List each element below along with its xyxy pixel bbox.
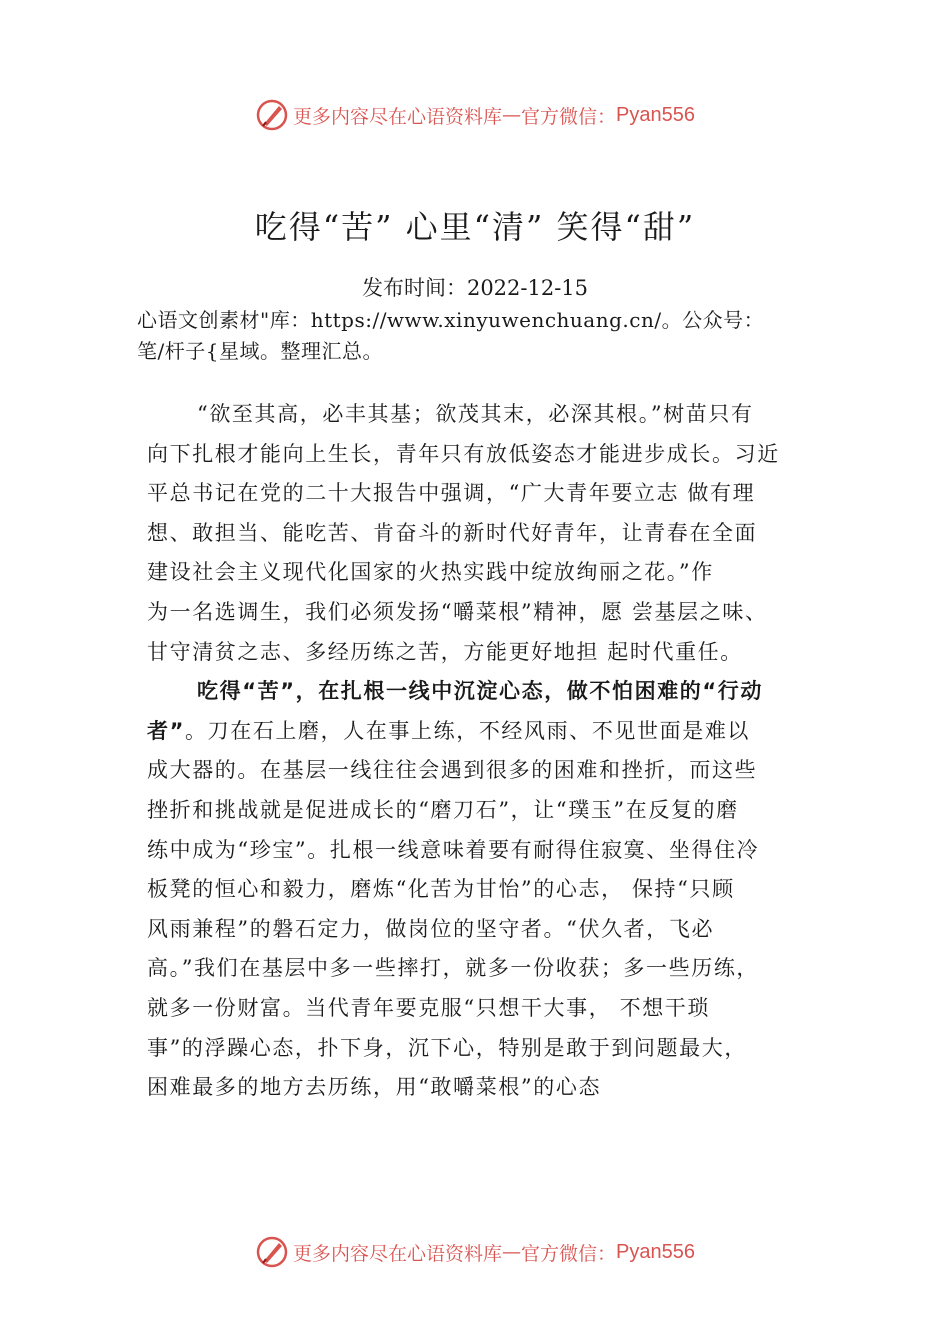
paragraph-2-line: 挫折和挑战就是促进成长的“磨刀石”，让“璞玉”在反复的磨 — [147, 797, 739, 822]
paragraph-2-line: 高。”我们在基层中多一些摔打，就多一份收获；多一些历练， — [147, 956, 760, 981]
header-banner — [0, 95, 950, 135]
banner-text: 更多内容尽在心语资料库 — [293, 1242, 503, 1265]
paragraph-1-line: “欲至其高，必丰其基；欲茂其末，必深其根。”树苗只有 — [197, 402, 754, 426]
paragraph-2-text: 。刀在石上磨，人在事上练，不经风雨、不见世面是难以 — [185, 718, 751, 743]
footer-banner — [0, 1232, 950, 1272]
paragraph-2-line: 困难最多的地方去历练，用“敢嚼菜根”的心态 — [147, 1075, 602, 1100]
banner-wechat-label: 官方微信： — [521, 1242, 617, 1265]
banner-dash: — — [502, 1241, 522, 1263]
paragraph-1-line: 想、敢担当、能吃苦、肯奋斗的新时代好青年，让青春在全面 — [147, 520, 758, 545]
banner-wechat-id: Pyan556 — [616, 103, 695, 126]
page-title: 吃得“苦” 心里“清” 笑得“甜” — [254, 208, 696, 246]
source-line-2: 笔/杆子{星域。整理汇总。 — [137, 339, 383, 363]
banner-wechat-label: 官方微信： — [521, 105, 617, 128]
banner-dash: — — [502, 104, 522, 126]
quill-seal-icon — [255, 98, 289, 132]
paragraph-2-line: 成大器的。在基层一线往往会遇到很多的困难和挫折，而这些 — [147, 758, 758, 783]
paragraph-1-line: 建设社会主义现代化国家的火热实践中绽放绚丽之花。”作 — [147, 560, 714, 585]
paragraph-2-line: 风雨兼程”的磐石定力，做岗位的坚守者。“伏久者，飞必 — [147, 916, 715, 941]
paragraph-1-line: 向下扎根才能向上生长，青年只有放低姿态才能进步成长。习近 — [147, 441, 780, 466]
source-note — [137, 305, 857, 367]
source-line-1: 心语文创素材"库：https://www.xinyuwenchuang.cn/。公众号： — [137, 308, 765, 332]
paragraph-2-line: 板凳的恒心和毅力，磨炼“化苦为甘怡”的心志， 保持“只顾 — [147, 877, 735, 902]
section-heading: 吃得“苦”，在扎根一线中沉淀心态，做不怕困难的“行动 — [197, 679, 764, 704]
section-heading-end: 者” — [147, 718, 186, 743]
paragraph-2-line: 事”的浮躁心态，扑下身，沉下心，特别是敢于到问题最大， — [147, 1035, 747, 1060]
banner-wechat-id: Pyan556 — [616, 1240, 695, 1263]
quill-seal-icon — [255, 1235, 289, 1269]
paragraph-1-line: 平总书记在党的二十大报告中强调，“广大青年要立志 做有理 — [147, 481, 756, 506]
paragraph-2-line: 就多一份财富。当代青年要克服“只想干大事， 不想干琐 — [147, 995, 711, 1020]
paragraph-1-line: 甘守清贫之志、多经历练之苦，方能更好地担 起时代重任。 — [147, 639, 743, 664]
banner-text: 更多内容尽在心语资料库 — [293, 105, 503, 128]
paragraph-2-line: 练中成为“珍宝”。扎根一线意味着要有耐得住寂寞、坐得住冷 — [147, 837, 760, 862]
publish-time: 发布时间：2022-12-15 — [361, 276, 589, 300]
article-body — [147, 395, 837, 1108]
paragraph-1-line: 为一名选调生，我们必须发扬“嚼菜根”精神，愿 尝基层之味、 — [147, 599, 768, 624]
paragraph-2-heading — [147, 672, 837, 712]
paragraph-2-line — [147, 712, 837, 752]
